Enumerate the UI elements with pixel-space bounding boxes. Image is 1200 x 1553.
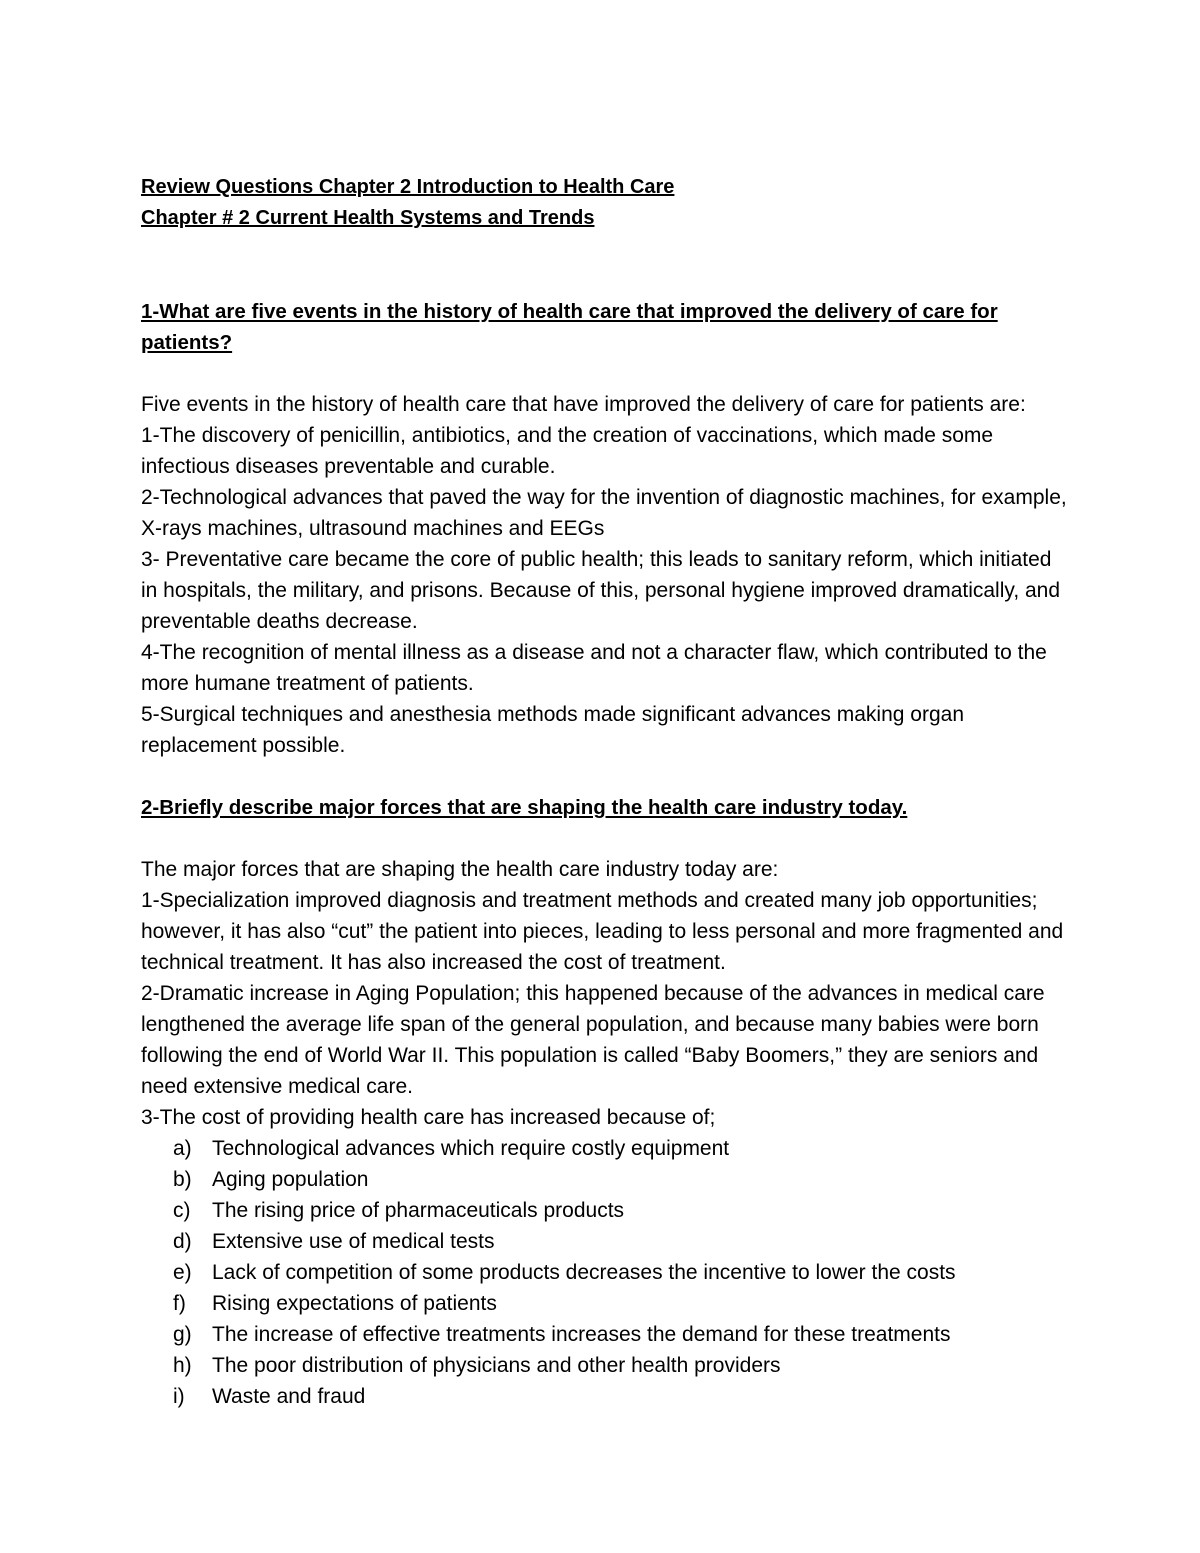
answer-1-intro: Five events in the history of health care that have improved the delivery of care for patients are: bbox=[141, 393, 1026, 416]
document-title: Review Questions Chapter 2 Introduction to Health Care bbox=[141, 176, 675, 198]
list-item bbox=[141, 1350, 1071, 1381]
spacer bbox=[141, 823, 1071, 854]
answer-2-item: 2-Dramatic increase in Aging Population; this happened because of the advances in medical care lengthened the average life span of the general population, and because many babies were born following the end of World War II. This population is called “Baby Boomers,” they are seniors and need extensive medical care. bbox=[141, 982, 1045, 1098]
question-2: 2-Briefly describe major forces that are shaping the health care industry today. bbox=[141, 796, 908, 819]
list-marker: d) bbox=[173, 1230, 192, 1253]
spacer bbox=[141, 234, 1071, 296]
list-item bbox=[141, 1133, 1071, 1164]
cost-factors-list bbox=[141, 1133, 1071, 1412]
chapter-subtitle: Chapter # 2 Current Health Systems and Trends bbox=[141, 207, 595, 229]
list-marker: f) bbox=[173, 1292, 186, 1315]
list-item-text: The poor distribution of physicians and other health providers bbox=[212, 1354, 781, 1377]
list-marker: a) bbox=[173, 1137, 192, 1160]
list-item-text: Rising expectations of patients bbox=[212, 1292, 497, 1315]
spacer bbox=[141, 761, 1071, 792]
list-item bbox=[141, 1288, 1071, 1319]
question-1: 1-What are five events in the history of health care that improved the delivery of care for patients? bbox=[141, 300, 998, 354]
document-body bbox=[141, 172, 1071, 1412]
list-item-text: The rising price of pharmaceuticals products bbox=[212, 1199, 625, 1222]
list-item bbox=[141, 1195, 1071, 1226]
list-item bbox=[141, 1226, 1071, 1257]
list-item bbox=[141, 1257, 1071, 1288]
list-item-text: Lack of competition of some products decreases the incentive to lower the costs bbox=[212, 1261, 956, 1284]
list-marker: g) bbox=[173, 1323, 192, 1346]
answer-1-item: 1-The discovery of penicillin, antibiotics, and the creation of vaccinations, which made some infectious diseases preventable and curable. bbox=[141, 424, 994, 478]
answer-1-item: 4-The recognition of mental illness as a disease and not a character flaw, which contributed to the more humane treatment of patients. bbox=[141, 641, 1047, 695]
list-item-text: Aging population bbox=[212, 1168, 369, 1191]
list-item bbox=[141, 1319, 1071, 1350]
list-item-text: The increase of effective treatments increases the demand for these treatments bbox=[212, 1323, 951, 1346]
list-item-text: Extensive use of medical tests bbox=[212, 1230, 495, 1253]
list-item-text: Waste and fraud bbox=[212, 1385, 366, 1408]
list-marker: h) bbox=[173, 1354, 192, 1377]
list-item bbox=[141, 1164, 1071, 1195]
answer-2-item: 3-The cost of providing health care has increased because of; bbox=[141, 1106, 716, 1129]
answer-2-intro: The major forces that are shaping the health care industry today are: bbox=[141, 858, 779, 881]
spacer bbox=[141, 358, 1071, 389]
answer-1-item: 2-Technological advances that paved the way for the invention of diagnostic machines, for example, X-rays machines, ultrasound machines and EEGs bbox=[141, 486, 1067, 540]
list-item-text: Technological advances which require costly equipment bbox=[212, 1137, 730, 1160]
list-item bbox=[141, 1381, 1071, 1412]
answer-1-item: 3- Preventative care became the core of public health; this leads to sanitary reform, which initiated in hospitals, the military, and prisons. Because of this, personal hygiene improved dramatically, and preventable deaths decrease. bbox=[141, 548, 1061, 633]
list-marker: e) bbox=[173, 1261, 192, 1284]
list-marker: c) bbox=[173, 1199, 191, 1222]
list-marker: b) bbox=[173, 1168, 192, 1191]
answer-2-item: 1-Specialization improved diagnosis and treatment methods and created many job opportunities; however, it has also “cut” the patient into pieces, leading to less personal and more fragmented and technical treatment. It has also increased the cost of treatment. bbox=[141, 889, 1064, 974]
list-marker: i) bbox=[173, 1385, 185, 1408]
answer-1-item: 5-Surgical techniques and anesthesia methods made significant advances making organ replacement possible. bbox=[141, 703, 964, 757]
